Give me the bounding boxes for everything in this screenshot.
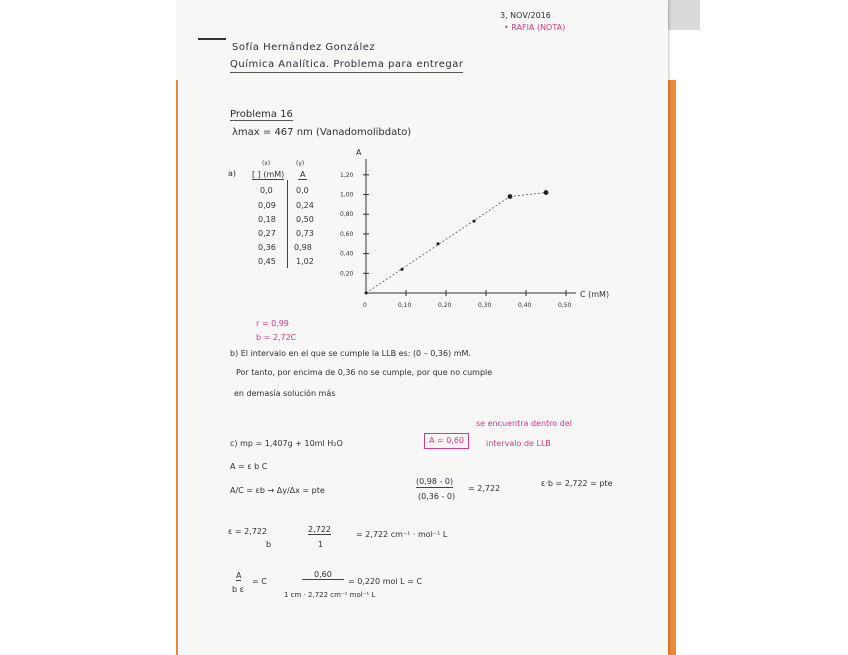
epsilon-one: 1 bbox=[318, 540, 324, 549]
equation-1: A/C = εb → Δy/Δx = pte bbox=[230, 486, 325, 495]
table-cell: 0,45 bbox=[258, 257, 276, 266]
table-cell: 0,0 bbox=[296, 186, 309, 195]
data-point bbox=[544, 190, 549, 195]
epsilon-result: = 2,722 cm⁻¹ · mol⁻¹ L bbox=[356, 530, 448, 539]
data-point bbox=[437, 242, 440, 245]
table-cell: 0,27 bbox=[258, 229, 276, 238]
table-cell: 0,50 bbox=[296, 215, 314, 224]
fit-b: b = 2,72C bbox=[256, 333, 297, 342]
note-line-1: se encuentra dentro del bbox=[476, 419, 572, 428]
y-axis-label: A bbox=[356, 148, 362, 157]
conc-denominator: b ε bbox=[232, 585, 244, 594]
section-note: • RAFIA (NOTA) bbox=[504, 23, 566, 32]
fraction-denominator: (0,36 - 0) bbox=[418, 492, 456, 501]
assignment-title: Química Analítica. Problema para entregar bbox=[230, 60, 463, 73]
date: 3, NOV/2016 bbox=[500, 11, 551, 20]
lambda-line: λmax = 467 nm (Vanadomolibdato) bbox=[232, 127, 412, 138]
data-point bbox=[365, 292, 368, 295]
table-divider bbox=[287, 180, 288, 268]
table-cell: 0,18 bbox=[258, 215, 276, 224]
absorbance-box: A = 0,60 bbox=[424, 433, 469, 449]
part-b-line-1: b) El intervalo en el que se cumple la LLB es: (0 – 0,36) mM. bbox=[230, 349, 471, 358]
conc-equals-c: = C bbox=[252, 577, 267, 586]
conc-result: = 0,220 mol L = C bbox=[348, 577, 422, 586]
y-tick-label: 0,40 bbox=[340, 250, 354, 258]
table-cell: 0,09 bbox=[258, 201, 276, 210]
conc-fraction-denominator: 1 cm · 2,722 cm⁻¹ mol⁻¹ L bbox=[284, 591, 376, 599]
table-cell: 1,02 bbox=[296, 257, 314, 266]
conc-numerator: A bbox=[236, 571, 242, 580]
x-tick-label: 0,40 bbox=[518, 302, 532, 309]
y-tick-label: 1,20 bbox=[340, 171, 354, 179]
x-tick-label: 0,20 bbox=[438, 302, 452, 309]
table-cell: 0,98 bbox=[294, 243, 312, 252]
epsilon-value: 2,722 bbox=[308, 525, 331, 534]
beer-lambert-law: A = ε b C bbox=[230, 462, 268, 471]
part-b-line-2: Por tanto, por encima de 0,36 no se cumple, por que no cumple bbox=[236, 368, 493, 377]
origin-label: 0 bbox=[363, 302, 367, 309]
table-cell: 0,73 bbox=[296, 229, 314, 238]
part-c-line-1: c) mp = 1,407g + 10ml H₂O bbox=[230, 439, 343, 448]
table-cell: 0,36 bbox=[258, 243, 276, 252]
table-cell: 0,0 bbox=[260, 186, 273, 195]
conc-fraction-numerator: 0,60 bbox=[302, 571, 344, 580]
problem-heading: Problema 16 bbox=[230, 109, 293, 120]
col1-header: [ ] (mM) bbox=[252, 170, 285, 179]
calibration-chart bbox=[328, 148, 628, 315]
epsilon-equation: ε = 2,722 bbox=[228, 527, 268, 536]
y-tick-label: 0,60 bbox=[340, 230, 354, 238]
saturation-line bbox=[510, 193, 546, 197]
fraction-result: = 2,722 bbox=[468, 484, 501, 493]
data-point bbox=[508, 194, 513, 199]
author-name: Sofía Hernández González bbox=[232, 42, 376, 53]
part-a-label: a) bbox=[228, 169, 237, 178]
data-point bbox=[401, 268, 404, 271]
y-tick-label: 0,80 bbox=[340, 211, 354, 219]
note-line-2: intervalo de LLB bbox=[486, 439, 551, 448]
data-point bbox=[473, 220, 476, 223]
part-b-line-3: en demasía solución más bbox=[234, 389, 336, 398]
col1-unit: (x) bbox=[262, 160, 271, 167]
x-tick-label: 0,10 bbox=[398, 302, 412, 309]
y-tick-label: 0,20 bbox=[340, 270, 354, 278]
epsilon-denominator: b bbox=[266, 540, 272, 549]
fraction-numerator: (0,98 - 0) bbox=[416, 477, 454, 486]
epsilon-b-product: ε·b = 2,722 = pte bbox=[541, 479, 613, 488]
x-axis-label: C (mM) bbox=[580, 290, 610, 299]
fit-r: r = 0,99 bbox=[256, 319, 289, 328]
header-dash bbox=[198, 38, 226, 40]
x-tick-label: 0,30 bbox=[478, 302, 492, 309]
col2-unit: (y) bbox=[296, 160, 305, 167]
notebook-page bbox=[178, 0, 668, 655]
y-tick-label: 1,00 bbox=[340, 191, 354, 199]
col2-header: A bbox=[300, 170, 306, 179]
table-cell: 0,24 bbox=[296, 201, 314, 210]
x-tick-label: 0,50 bbox=[558, 302, 572, 309]
